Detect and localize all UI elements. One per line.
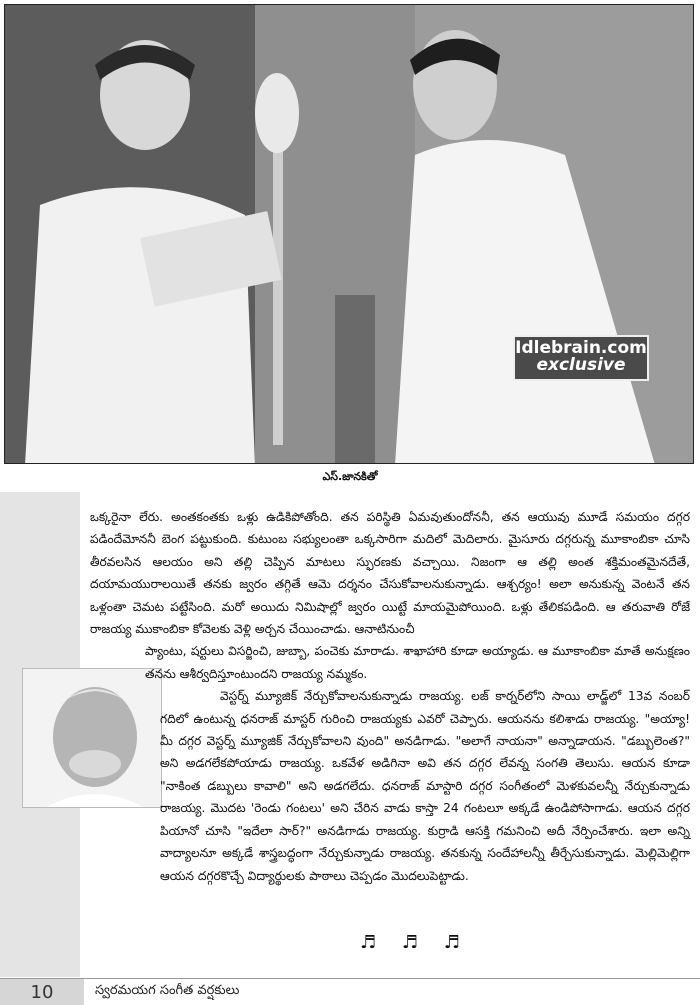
footer-divider (0, 978, 700, 979)
music-notes-icon: ♬ ♬ ♬ (360, 932, 470, 953)
footer-title: స్వరమయగ సంగీత వర్షకులు (95, 983, 240, 998)
watermark-line2: exclusive (536, 355, 626, 375)
watermark-line1: Idlebrain.com (515, 338, 647, 358)
article-paragraph-3: వెస్టర్న్ మ్యూజిక్ నేర్చుకోవాలనుకున్నాడు రాజయ్య. లజ్ కార్నర్‌లోని సాయి లాడ్జ్‌లో 13వ నంబర్ గదిలో ఉంటున్న ధనరాజ్ మాస్టర్ గురించి రాజయ్యకు ఎవరో చెప్పారు. ఆయనను కలిశాడు రాజయ్య. "అయ్యా! మీ దగ్గర వెస్టర్న్ మ్యూజిక్ నేర్చుకోవాలని వుంది" అనడిగాడు. "అలాగే నాయనా" అన్నాడాయన. "డబ్బులెంత?" అని అడగలేకపోయాడు రాజయ్య. ఒకవేళ అడిగినా అవి తన దగ్గర లేవన్న సంగతి తెలుసు. ఆయన కూడా "నాకింత డబ్బులు కావాలి" అని అడగలేదు. ధనరాజ్ మాస్టారి దగ్గర సంగీతంలో మెళకువలన్నీ నేర్చుకున్నాడు రాజయ్య. మొదట 'రెండు గంటలు' అని చేరిన వాడు కాస్తా 24 గంటలూ అక్కడే ఉండిపోసాగాడు. ఆయన దగ్గర పియానో చూసి "ఇదేలా సార్?" అనడిగాడు రాజయ్య. కుర్రాడి ఆసక్తి గమనించి అదీ నేర్పించేశారు. ఇలా అన్ని వాద్యాలనూ అక్కడే శాస్త్రబద్ధంగా నేర్చుకున్నాడు రాజయ్య. తనకున్న సందేహాలన్నీ తీర్చేసుకున్నాడు. మెల్లిమెల్లిగా ఆయన దగ్గరకొచ్చే విద్యార్థులకు పాఠాలు చెప్పడం మొదలుపెట్టాడు. (160, 689, 690, 883)
page-number: 10 (0, 979, 84, 1005)
feature-photo (4, 4, 694, 464)
article-body (90, 506, 690, 887)
article-paragraph-1: ఒక్కరైనా లేరు. అంతకంతకు ఒళ్లు ఉడికిపోతోంది. తన పరిస్థితి ఏమవుతుందోననీ, తన ఆయువు మూడే సమయం దగ్గర పడిందేమోననీ బెంగ పట్టుకుంది. కుటుంబ సభ్యులంతా ఒక్కసారిగా మదిలో మెదిలారు. మైసూరు దగ్గరున్న మూకాంబికా చూసి తీరవలసిన ఆలయం అని తల్లి చెప్పిన మాటలు స్ఫురణకు వచ్చాయి. నిజంగా ఆ తల్లి అంత శక్తిమంతమైనదేతే, దయామయురాలయితే తనకు జ్వరం తగ్గితే ఆమె దర్శనం చేసుకోవాలనుకున్నాడు. ఆశ్చర్యం! అలా అనుకున్న వెంటనే తన ఒళ్లంతా చెమట పట్టేసింది. మరో అయిదు నిమిషాల్లో జ్వరం యిట్టే మాయమైపోయింది. ఒళ్లు తేలికపడింది. ఆ తరువాతి రోజే రాజయ్య ముకాంబికా కోవెలకు వెళ్లి అర్చన చేయించాడు. ఆనాటినుంచీ (90, 510, 690, 637)
idlebrain-watermark (513, 335, 649, 381)
photo-caption: ఎస్.జానకితో (322, 470, 378, 483)
photo-illustration (5, 5, 694, 464)
article-paragraph-2: ప్యాంటు, షర్టులు విసర్జించి, జుబ్బా, పంచెకు మారాడు. శాఖాహారి కూడా అయ్యాడు. ఆ మూకాంబికా మాతే అనుక్షణం తనను ఆశీర్వదిస్తూంటుందని రాజయ్య నమ్మకం. (145, 644, 690, 681)
